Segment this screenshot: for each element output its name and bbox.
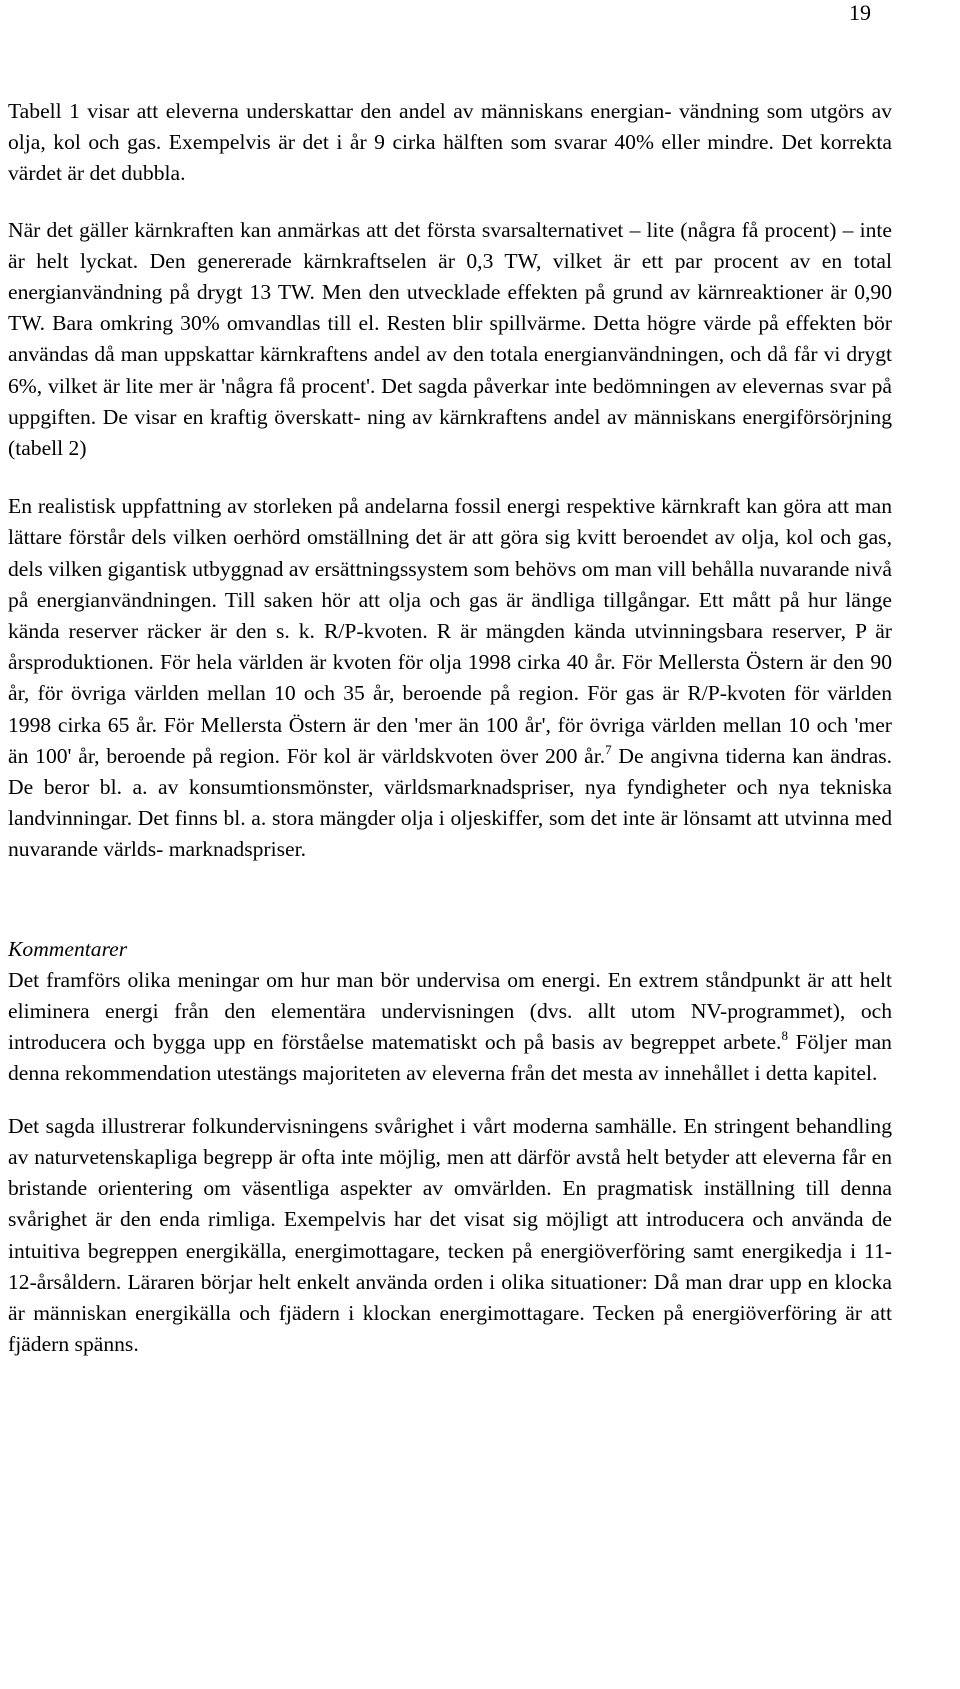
- paragraph-undervisa-text-b: Följer man denna rekommendation utestängs majoriteten av eleverna från det mesta av innehållet i detta kapitel.: [8, 1030, 892, 1086]
- document-body: [8, 96, 892, 1360]
- paragraph-rp-kvoten-text-a: En realistisk uppfattning av storleken på andelarna fossil energi respektive kärnkraft kan göra att man lättare förstår dels vilken oerhörd omställning det är att göra sig kvitt beroendet av olja, kol och gas, dels vilken gigantisk utbyggnad av ersättningssystem som behövs om man vill behålla nuvarande nivå på energianvändningen. Till saken hör att olja och gas är ändliga tillgångar. Ett mått på hur länge kända reserver räcker är den s. k. R/P-kvoten. R är mängden kända utvinningsbara reserver, P är årsproduktionen. För hela världen är kvoten för olja 1998 cirka 40 år. För Mellersta Östern är den 90 år, för övriga världen mellan 10 och 35 år, beroende på region. För gas är R/P-kvoten för världen 1998 cirka 65 år. För Mellersta Östern är den 'mer än 100 år', för övriga världen mellan 10 och 'mer än 100' år, beroende på region. För kol är världskvoten över 200 år.: [8, 494, 892, 768]
- paragraph-undervisa-text-a: Det framförs olika meningar om hur man bör undervisa om energi. En extrem ståndpunkt är att helt eliminera energi från den elementära undervisningen (dvs. allt utom NV-programmet), och introducera och bygga upp en förståelse matematiskt och på basis av begreppet arbete.: [8, 967, 892, 1055]
- paragraph-rp-kvoten-text-b: De angivna tiderna kan ändras. De beror bl. a. av konsumtionsmönster, världsmarknadspriser, nya fyndigheter och nya tekniska landvinningar. Det finns bl. a. stora mängder olja i oljeskiffer, som det inte är lönsamt att utvinna med nuvarande världs- marknadspriser.: [8, 743, 892, 862]
- paragraph-undervisa-energi: [8, 965, 892, 1090]
- footnote-ref-7: 7: [605, 741, 612, 757]
- paragraph-tabell-1: Tabell 1 visar att eleverna underskattar den andel av människans energian- vändning som utgörs av olja, kol och gas. Exempelvis är det i år 9 cirka hälften som svarar 40% eller mindre. Det korrekta värdet är det dubbla.: [8, 99, 892, 186]
- paragraph-rp-kvoten: [8, 491, 892, 865]
- page-number: 19: [849, 0, 871, 25]
- paragraph-folkundervisning: Det sagda illustrerar folkundervisningens svårighet i vårt moderna samhälle. En stringent behandling av naturvetenskapliga begrepp är ofta inte möjlig, men att därför avstå helt betyder att eleverna får en bristande orientering om väsentliga aspekter av omvärlden. En pragmatisk inställning till denna svårighet är den enda rimliga. Exempelvis har det visat sig möjligt att introducera och använda de intuitiva begreppen energikälla, energimottagare, tecken på energiöverföring samt energikedja i 11-12-årsåldern. Läraren börjar helt enkelt använda orden i olika situationer: Då man drar upp en klocka är människan energikälla och fjädern i klockan energimottagare. Tecken på energiöverföring är att fjädern spänns.: [8, 1113, 892, 1357]
- paragraph-karnkraft: När det gäller kärnkraften kan anmärkas att det första svarsalternativet – lite (några få procent) – inte är helt lyckat. Den genererade kärnkraftselen är 0,3 TW, vilket är ett par procent av en total energianvändning på drygt 13 TW. Men den utvecklade effekten på grund av kärnreaktioner är 0,90 TW. Bara omkring 30% omvandlas till el. Resten blir spillvärme. Detta högre värde på effekten bör användas då man uppskattar kärnkraftens andel av den totala energianvändningen, och då får vi drygt 6%, vilket är lite mer är 'några få procent'. Det sagda påverkar inte bedömningen av elevernas svar på uppgiften. De visar en kraftig överskatt- ning av kärnkraftens andel av människans energiförsörjning (tabell 2): [8, 217, 892, 461]
- section-heading: Kommentarer: [8, 936, 128, 961]
- footnote-ref-8: 8: [781, 1028, 788, 1044]
